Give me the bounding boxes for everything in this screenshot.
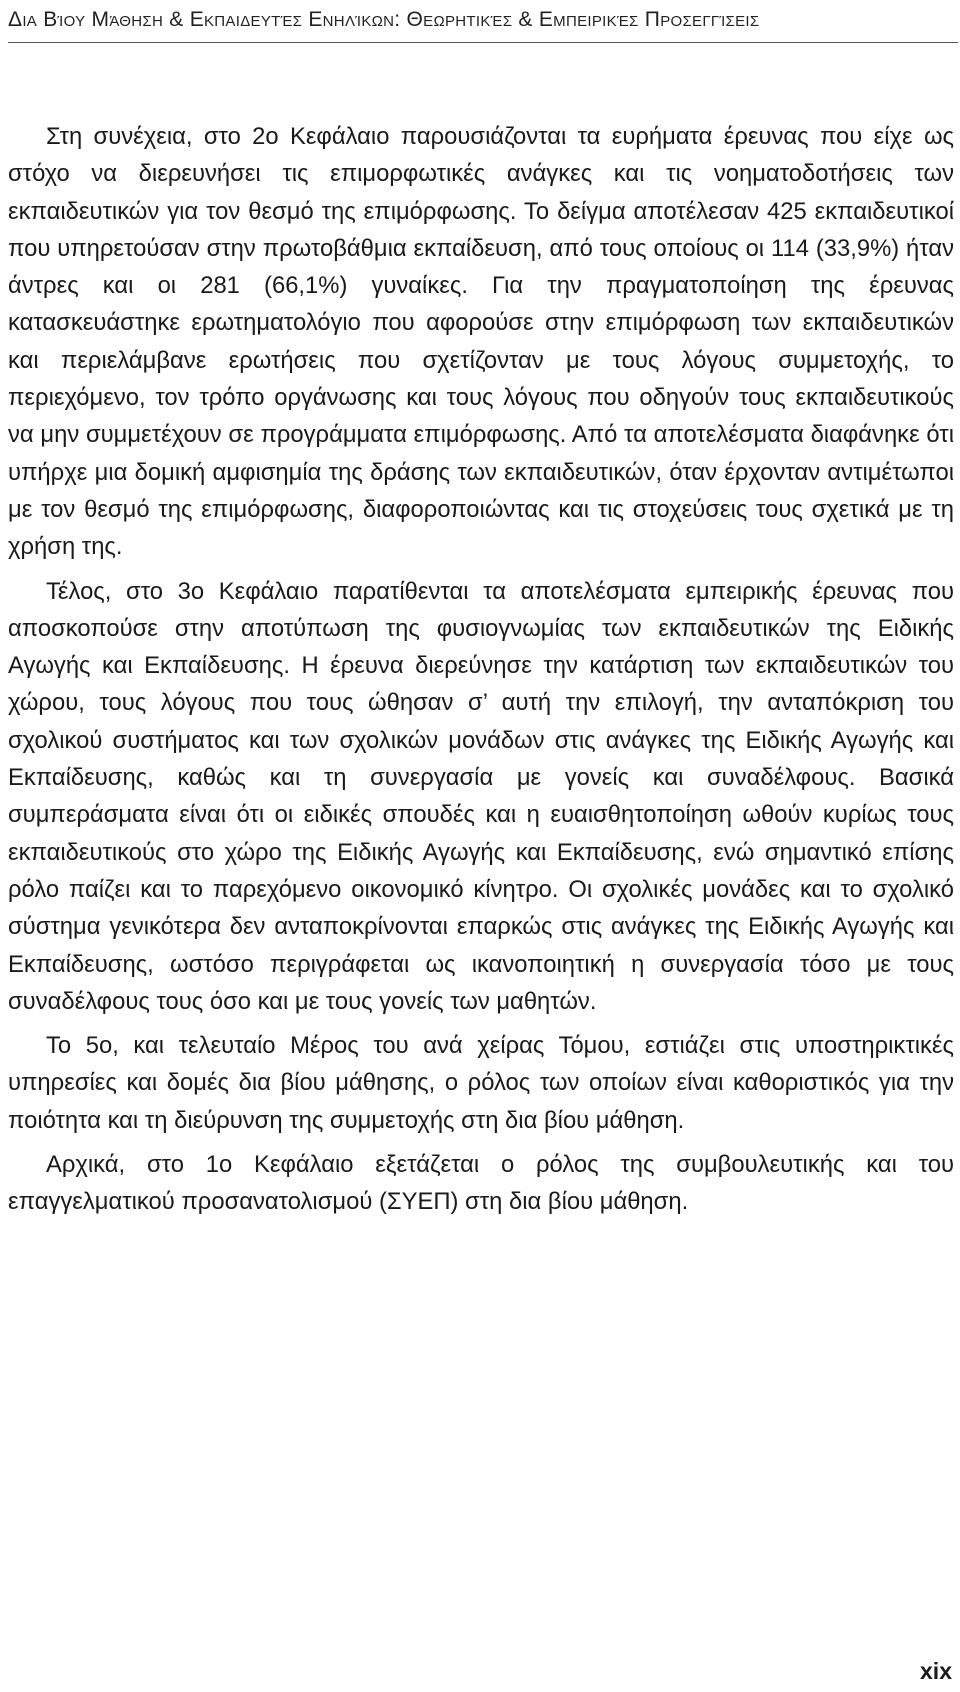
- paragraph-chapter-1-intro: Αρχικά, στο 1ο Κεφάλαιο εξετάζεται ο ρόλος της συμβουλευτικής και του επαγγελματικού προσανατολισμού (ΣΥΕΠ) στη δια βίου μάθηση.: [8, 1151, 954, 1216]
- page-number: xix: [920, 1658, 952, 1684]
- body-text: [8, 118, 954, 1228]
- paragraph-chapter-2-summary: Στη συνέχεια, στο 2ο Κεφάλαιο παρουσιάζονται τα ευρήματα έρευνας που είχε ως στόχο να διερευνήσει τις επιμορφωτικές ανάγκες και τις νοηματοδοτήσεις των εκπαιδευτικών για τον θεσμό της επιμόρφωσης. Το δείγμα αποτέλεσαν 425 εκπαιδευτικοί που υπηρετούσαν στην πρωτοβάθμια εκπαίδευση, από τους οποίους οι 114 (33,9%) ήταν άντρες και οι 281 (66,1%) γυναίκες. Για την πραγματοποίηση της έρευνας κατασκευάστηκε ερωτηματολόγιο που αφορούσε στην επιμόρφωση των εκπαιδευτικών και περιελάμβανε ερωτήσεις που σχετίζονταν με τους λόγους συμμετοχής, το περιεχόμενο, τον τρόπο οργάνωσης και τους λόγους που οδηγούν τους εκπαιδευτικούς να μην συμμετέχουν σε προγράμματα επιμόρφωσης. Από τα αποτελέσματα διαφάνηκε ότι υπήρχε μια δομική αμφισημία της δράσης των εκπαιδευτικών, όταν έρχονταν αντιμέτωποι με τον θεσμό της επιμόρφωσης, διαφοροποιώντας και τις στοχεύσεις τους σχετικά με τη χρήση της.: [8, 123, 954, 561]
- running-header: Δια Βίου Μάθηση & Εκπαιδευτές Ενηλίκων: Θεωρητικές & Εμπειρικές Προσεγγίσεις: [8, 2, 958, 43]
- paragraph-chapter-3-summary: Τέλος, στο 3ο Κεφάλαιο παρατίθενται τα αποτελέσματα εμπειρικής έρευνας που αποσκοπούσε στην αποτύπωση της φυσιογνωμίας των εκπαιδευτικών της Ειδικής Αγωγής και Εκπαίδευσης. Η έρευνα διερεύνησε την κατάρτιση των εκπαιδευτικών του χώρου, τους λόγους που τους ώθησαν σ’ αυτή την επιλογή, την ανταπόκριση του σχολικού συστήματος και των σχολικών μονάδων στις ανάγκες της Ειδικής Αγωγής και Εκπαίδευσης, καθώς και τη συνεργασία με γονείς και συναδέλφους. Βασικά συμπεράσματα είναι ότι οι ειδικές σπουδές και η ευαισθητοποίηση ωθούν κυρίως τους εκπαιδευτικούς στο χώρο της Ειδικής Αγωγής και Εκπαίδευσης, ενώ σημαντικό επίσης ρόλο παίζει και το παρεχόμενο οικονομικό κίνητρο. Οι σχολικές μονάδες και το σχολικό σύστημα γενικότερα δεν ανταποκρίνονται επαρκώς στις ανάγκες της Ειδικής Αγωγής και Εκπαίδευσης, ωστόσο περιγράφεται ως ικανοποιητική η συνεργασία τόσο με τους συναδέλφους τους όσο και με τους γονείς των μαθητών.: [8, 577, 954, 1015]
- paragraph-part-5-intro: Το 5ο, και τελευταίο Μέρος του ανά χείρας Τόμου, εστιάζει στις υποστηρικτικές υπηρεσίες και δομές δια βίου μάθησης, ο ρόλος των οποίων είναι καθοριστικός για την ποιότητα και τη διεύρυνση της συμμετοχής στη δια βίου μάθηση.: [8, 1032, 954, 1134]
